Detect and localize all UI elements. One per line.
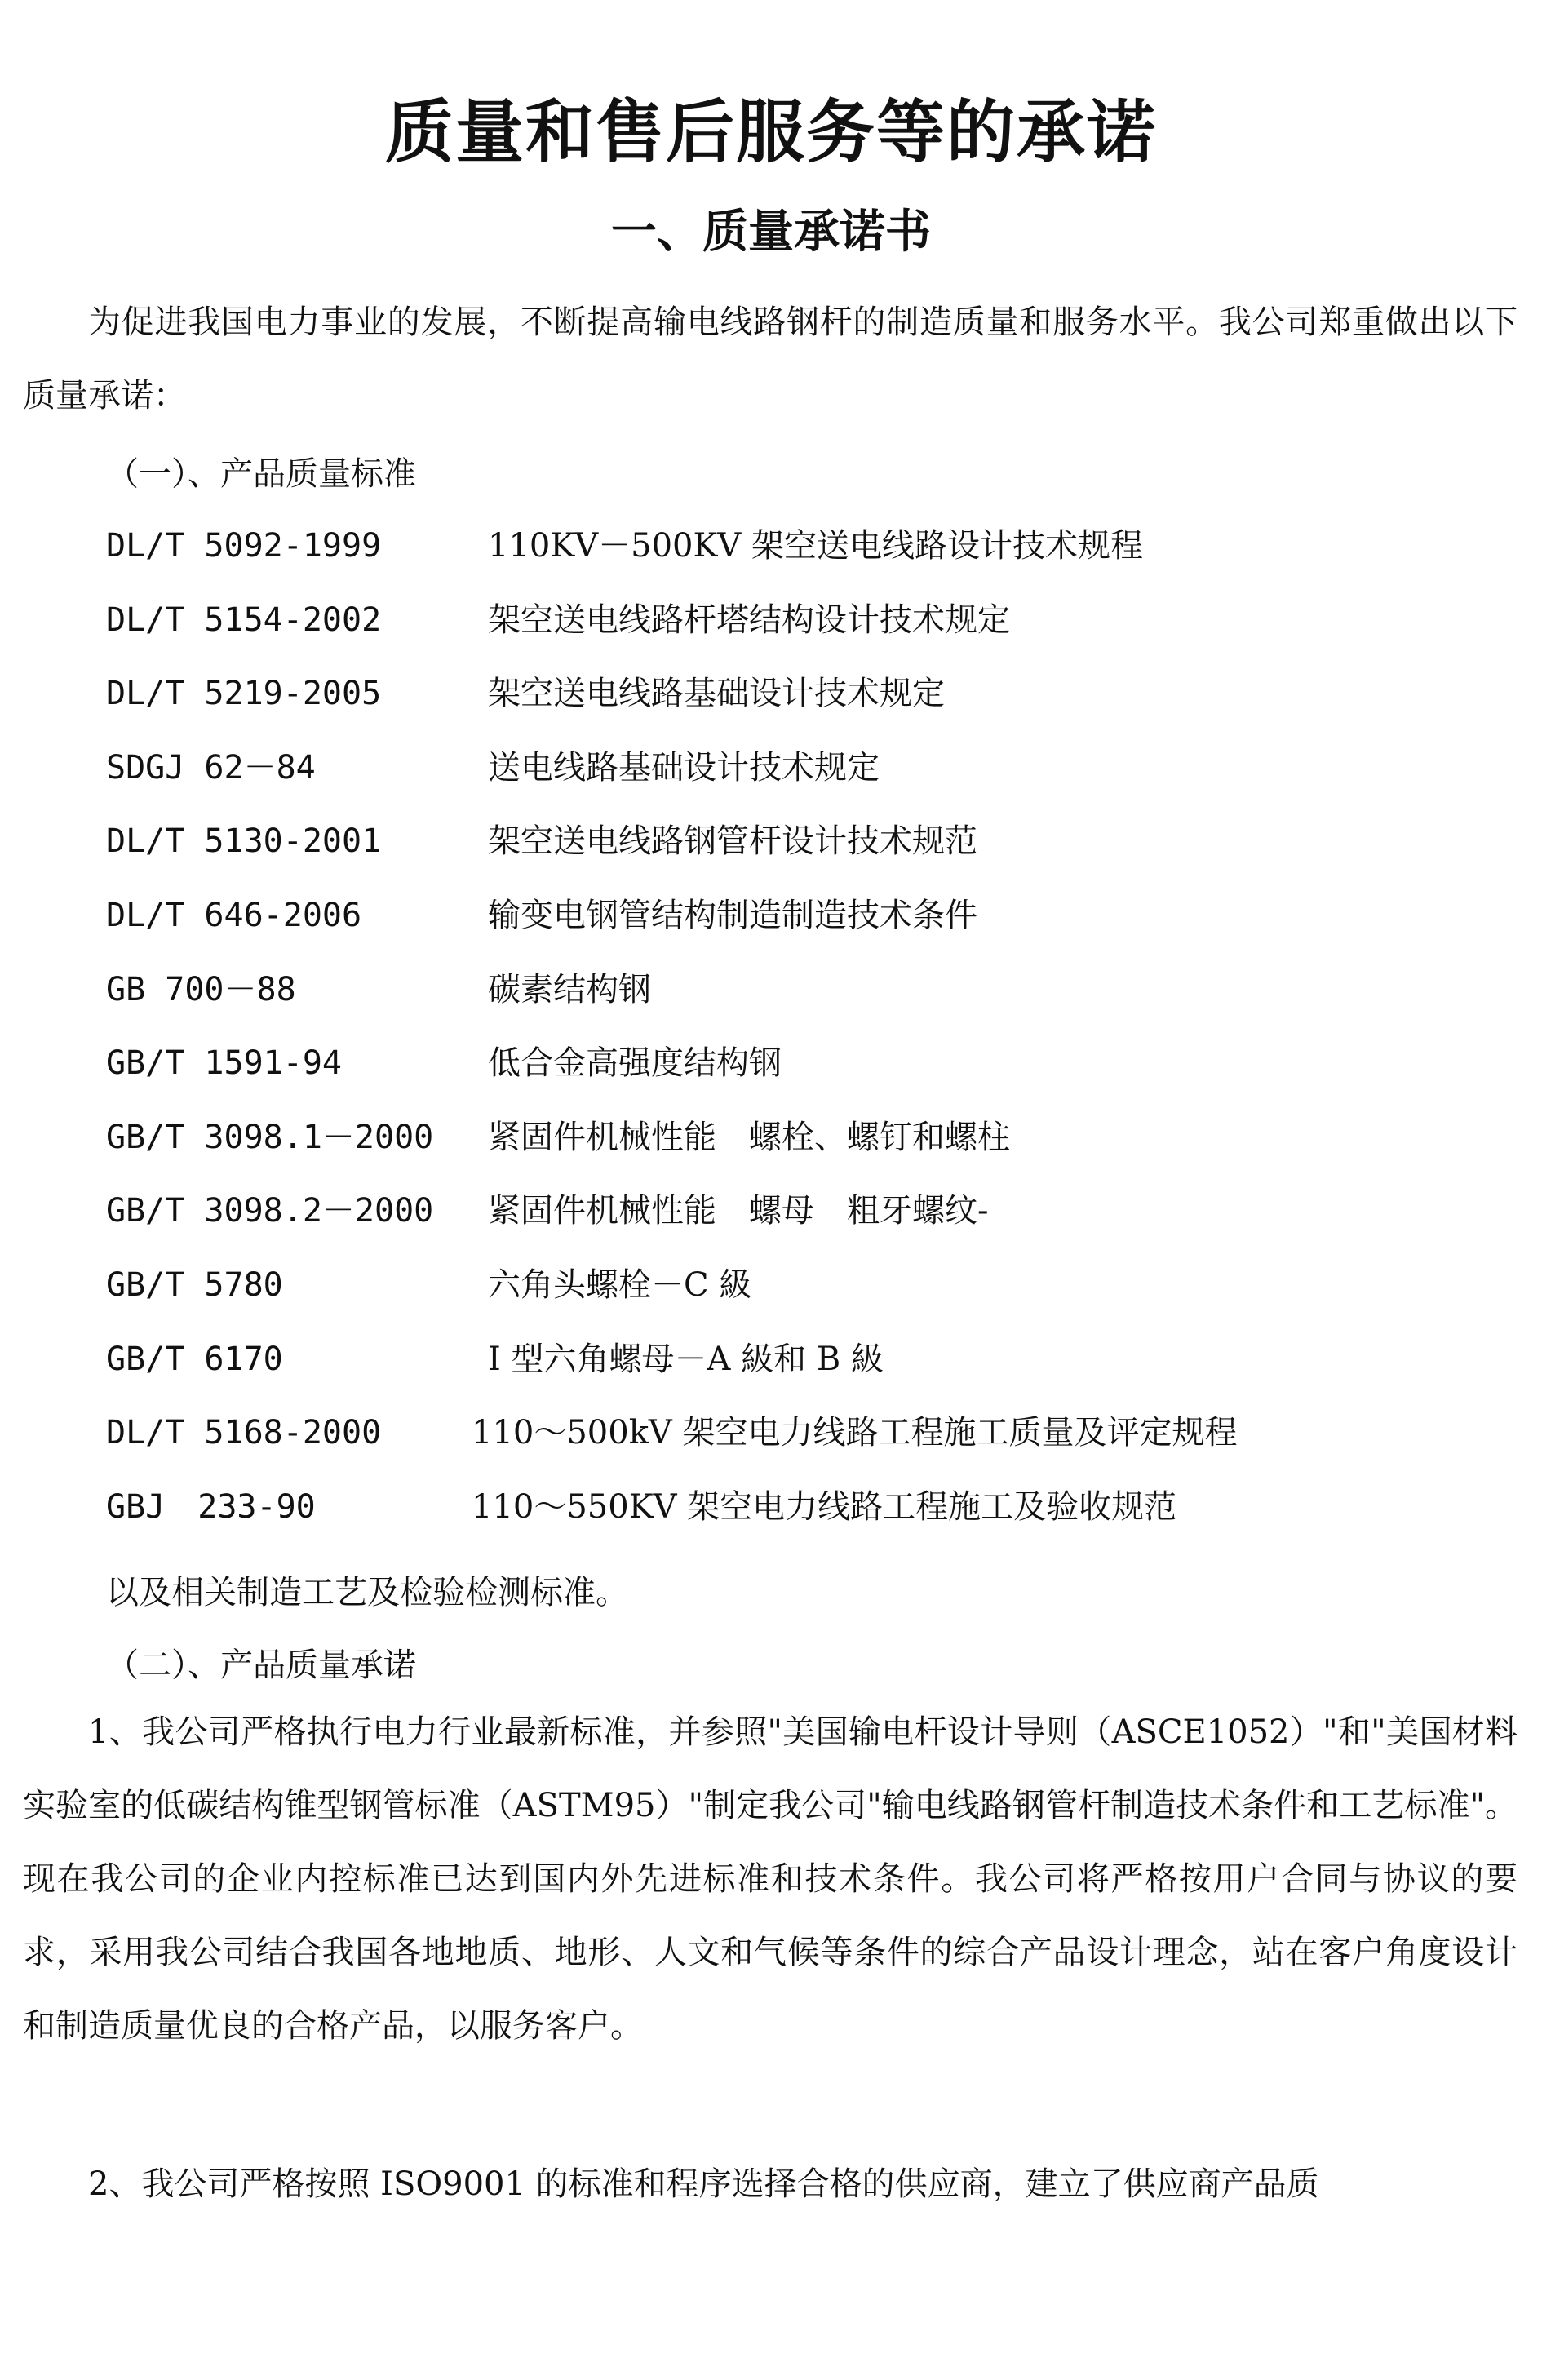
standard-description: 110～550KV 架空电力线路工程施工及验收规范 [472, 1488, 1177, 1526]
commitment-paragraph-1: 1、我公司严格执行电力行业最新标准，并参照"美国输电杆设计导则（ASCE1052）"和"美国材料实验室的低碳结构锥型钢管标准（ASTM95）"制定我公司"输电线路钢管杆制造技术条件和工艺标准"。现在我公司的企业内控标准已达到国内外先进标准和技术条件。我公司将严格按用户合同与协议的要求，采用我公司结合我国各地地质、地形、人文和气候等条件的综合产品设计理念，站在客户角度设计和制造质量优良的合格产品，以服务客户。 [23, 1713, 1518, 2045]
standard-description: 架空送电线路基础设计技术规定 [488, 675, 945, 712]
standard-code: SDGJ 62－84 [106, 749, 316, 787]
section-subtitle: 一、质量承诺书 [611, 206, 931, 259]
document-title: 质量和售后服务等的承诺 [384, 92, 1157, 172]
standard-code: DL/T 5219-2005 [106, 675, 382, 712]
standard-code: GB/T 1591-94 [106, 1044, 342, 1082]
intro-paragraph: 为促进我国电力事业的发展，不断提高输电线路钢杆的制造质量和服务水平。我公司郑重做出以下质量承诺： [23, 304, 1518, 414]
standard-description: 输变电钢管结构制造制造技术条件 [488, 897, 977, 934]
section1-heading: （一）、产品质量标准 [106, 455, 416, 493]
standard-code: GB/T 5780 [106, 1266, 283, 1304]
standard-code: GB 700－88 [106, 971, 296, 1008]
standard-description: 送电线路基础设计技术规定 [488, 749, 880, 787]
standard-description: 架空送电线路杆塔结构设计技术规定 [488, 601, 1010, 639]
standard-description: 低合金高强度结构钢 [488, 1044, 782, 1082]
standard-description: 110KV－500KV 架空送电线路设计技术规程 [488, 527, 1143, 565]
standard-description: 110～500kV 架空电力线路工程施工质量及评定规程 [472, 1414, 1238, 1451]
standard-code: DL/T 5130-2001 [106, 822, 382, 860]
standard-code: GBJ 233-90 [106, 1488, 316, 1526]
standard-code: DL/T 5168-2000 [106, 1414, 382, 1451]
standard-description: 紧固件机械性能 螺母 粗牙螺纹- [488, 1192, 989, 1230]
standard-code: DL/T 5154-2002 [106, 601, 382, 639]
standard-code: GB/T 3098.2－2000 [106, 1192, 434, 1230]
commitment-paragraph-2: 2、我公司严格按照 ISO9001 的标准和程序选择合格的供应商，建立了供应商产品质 [88, 2165, 1319, 2203]
standard-code: DL/T 646-2006 [106, 897, 362, 934]
standard-description: 六角头螺栓－C 級 [488, 1266, 752, 1304]
section2-heading: （二）、产品质量承诺 [106, 1646, 416, 1684]
standard-description: I 型六角螺母－A 級和 B 級 [488, 1341, 884, 1378]
standard-code: DL/T 5092-1999 [106, 527, 382, 565]
standard-description: 紧固件机械性能 螺栓、螺钉和螺柱 [488, 1119, 1010, 1156]
standard-description: 碳素结构钢 [488, 971, 651, 1008]
standard-code: GB/T 3098.1－2000 [106, 1119, 434, 1156]
standard-code: GB/T 6170 [106, 1341, 283, 1378]
standards-footer: 以及相关制造工艺及检验检测标准。 [106, 1574, 628, 1611]
standard-description: 架空送电线路钢管杆设计技术规范 [488, 822, 977, 860]
